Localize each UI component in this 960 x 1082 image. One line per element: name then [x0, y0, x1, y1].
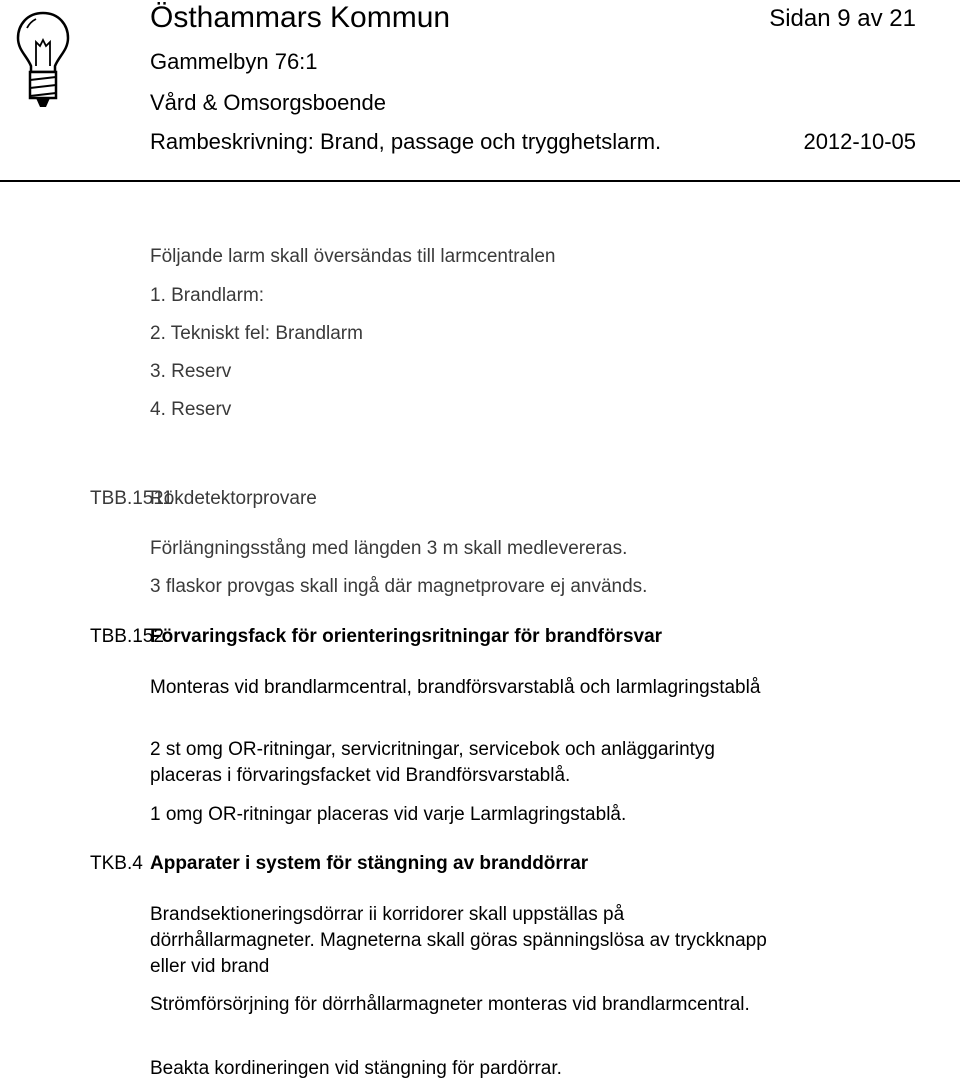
section-paragraph: 2 st omg OR-ritningar, servicritningar, servicebok och anläggarintyg placeras i förvaringsfacket vid Brandförsvarstablå. — [150, 739, 715, 786]
section-paragraph: 1 omg OR-ritningar placeras vid varje Larmlagringstablå. — [150, 804, 627, 825]
section-paragraph: Beakta kordineringen vid stängning för pardörrar. — [150, 1058, 562, 1079]
section-title: Rökdetektorprovare — [150, 488, 317, 509]
alarm-intro: Följande larm skall översändas till larmcentralen — [150, 246, 556, 267]
alarm-item: 2. Tekniskt fel: Brandlarm — [150, 323, 363, 344]
document-date: 2012-10-05 — [803, 129, 916, 154]
section-paragraph: Brandsektioneringsdörrar ii korridorer skall uppställas på dörrhållarmagneter. Magneterna skall göras spänningslösa av tryckknapp eller vid brand — [150, 904, 767, 977]
property-name: Gammelbyn 76:1 — [150, 49, 318, 74]
page-number: Sidan 9 av 21 — [769, 5, 916, 32]
company-name: Östhammars Kommun — [150, 1, 451, 34]
section-code: TBB.1511 — [90, 488, 174, 509]
alarm-item: 1. Brandlarm: — [150, 285, 265, 306]
alarm-item: 4. Reserv — [150, 399, 232, 420]
section-code: TKB.4 — [90, 853, 143, 874]
section-title: Apparater i system för stängning av branddörrar — [150, 853, 589, 874]
section-code: TBB.152 — [90, 626, 164, 647]
section-paragraph: Strömförsörjning för dörrhållarmagneter monteras vid brandlarmcentral. — [150, 994, 750, 1015]
facility-name: Vård & Omsorgsboende — [150, 90, 387, 115]
section-title: Förvaringsfack för orienteringsritningar för brandförsvar — [150, 626, 663, 647]
document-description: Rambeskrivning: Brand, passage och trygghetslarm. — [150, 129, 662, 154]
section-line: 3 flaskor provgas skall ingå där magnetprovare ej används. — [150, 576, 648, 597]
header-divider — [0, 180, 960, 182]
alarm-item: 3. Reserv — [150, 361, 232, 382]
lightbulb-icon — [14, 10, 72, 110]
section-paragraph: Monteras vid brandlarmcentral, brandförsvarstablå och larmlagringstablå — [150, 677, 761, 698]
section-line: Förlängningsstång med längden 3 m skall medlevereras. — [150, 538, 628, 559]
